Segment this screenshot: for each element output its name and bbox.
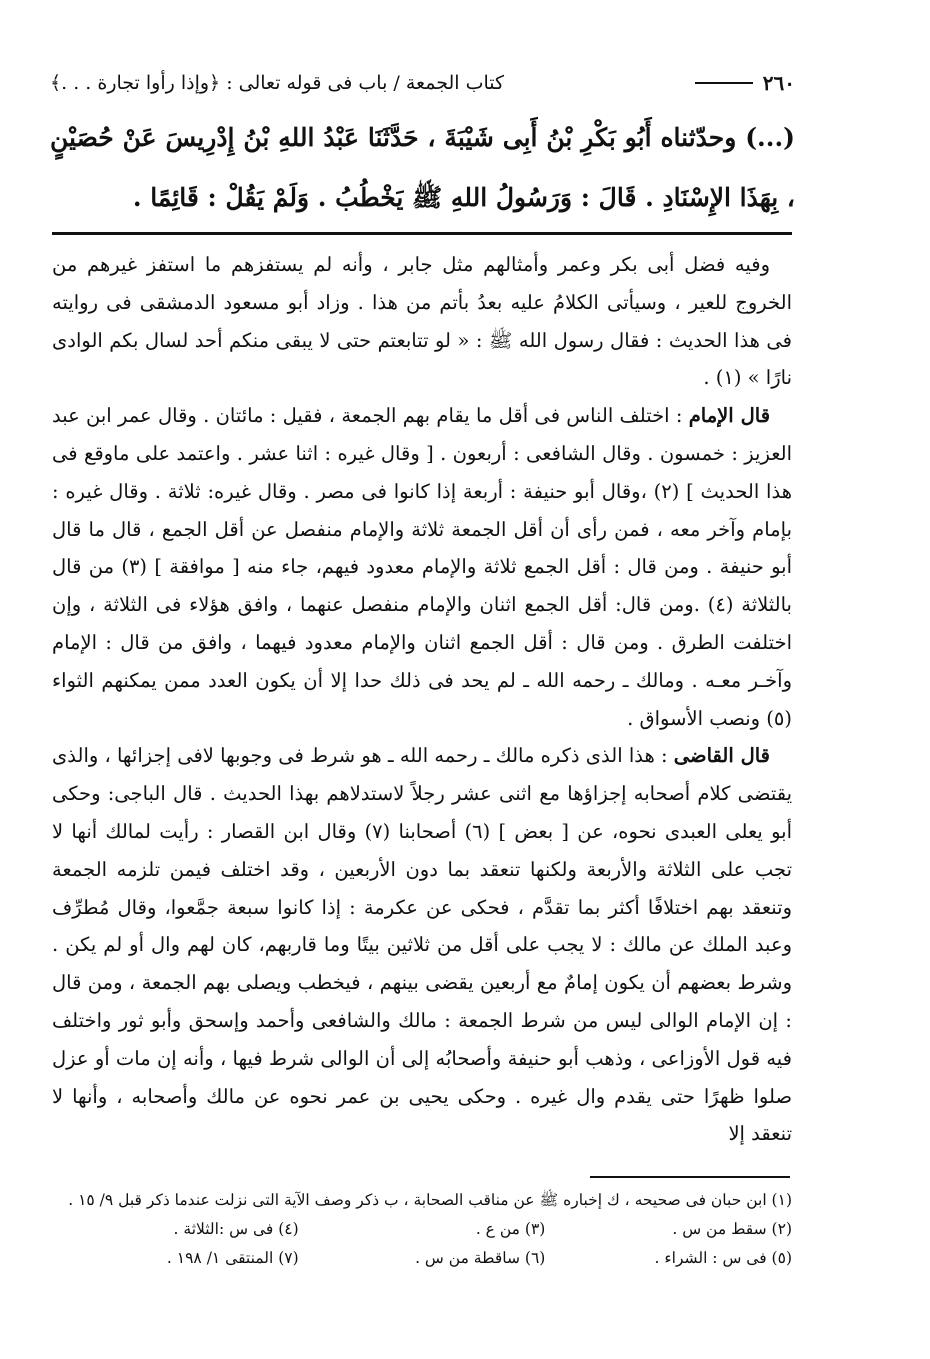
section-divider xyxy=(52,232,792,235)
footnote-row-1 xyxy=(52,1215,792,1244)
imam-heading: قال الإمام xyxy=(688,404,771,428)
commentary-body xyxy=(52,246,792,1153)
qadi-heading: قال القاضى xyxy=(673,744,771,768)
footnote-4: (٤) فى س :الثلاثة . xyxy=(173,1220,299,1238)
footnote-1: (١) ابن حبان فى صحيحه ، ك إخباره ﷺ عن مناقب الصحابة ، ب ذكر وصف الآية التى نزلت عندما ذكر قبل ٩/ ١٥ . xyxy=(68,1191,792,1209)
commentary-paragraph-2 xyxy=(52,397,792,737)
footnote-rule xyxy=(590,1176,790,1178)
header-dash xyxy=(695,82,753,84)
footnote-5: (٥) فى س : الشراء . xyxy=(654,1249,792,1267)
imam-text: : اختلف الناس فى أقل ما يقام بهم الجمعة ، فقيل : مائتان . وقال عمر ابن عبد العزيز : خمسون . وقال الشافعى : أربعون . [ وقال غيره : اثنا عشر . واعتمد على ماوقع فى هذا الحديث ] (٢) ،وقال أبو حنيفة : أربعة إذا كانوا فى مصر . وقال غيره: ثلاثة . وقال غيره : بإمام وآخر معه ، فمن رأى أن أقل الجمعة ثلاثة والإمام منفصل عن أقل الجمع ، قال ما قال أبو حنيفة . ومن قال : أقل الجمع ثلاثة والإمام معدود فيهم، جاء منه [ موافقة ] (٣) من قال بالثلاثة (٤) .ومن قال: أقل الجمع اثنان والإمام منفصل عنهما ، وافق هؤلاء فى الثلاثة ، وإن اختلفت الطرق . ومن قال : أقل الجمع اثنان والإمام معدود فيهما ، وافق من قال : الإمام وآخـر معـه . ومالك ـ رحمه الله ـ لم يحد فى ذلك حدا إلا أن يكون العدد ممن يمكنهم الثواء (٥) ونصب الأسواق . xyxy=(52,404,792,730)
page-number-group xyxy=(685,71,795,95)
page-header xyxy=(50,66,795,100)
footnote-7: (٧) المنتقى ١/ ١٩٨ . xyxy=(166,1249,299,1267)
footnote-3: (٣) من ع . xyxy=(475,1220,546,1238)
qadi-text: : هذا الذى ذكره مالك ـ رحمه الله ـ هو شرط فى وجوبها لافى إجزائها ، والذى يقتضى كلام أصحابه إجزاؤها مع اثنى عشر رجلاً لاستدلاهم بهذا الحديث . قال الباجى: وحكى أبو يعلى العبدى نحوه، عن [ بعض ] (٦) أصحابنا (٧) وقال ابن القصار : رأيت لمالك أنها لا تجب على الثلاثة والأربعة ولكنها تنعقد بما دون الأربعين ، وقد اختلف فيمن تلزمه الجمعة وتنعقد بهم اختلافًا أكثر بما تقدَّم ، فحكى عن عكرمة : إذا كانوا سبعة جمَّعوا، وقال مُطرِّف وعبد الملك عن مالك : لا يجب على أقل من ثلاثين بيتًا وما قاربهم، كان لهم وال أو لم يكن . وشرط بعضهم أن يكون إمامٌ مع أربعين يقضى بينهم ، فيخطب ويصلى بهم الجمعة ، ومن قال : إن الإمام الوالى ليس من شرط الجمعة : مالك والشافعى وأحمد وإسحق وأبو ثور واختلف فيه قول الأوزاعى ، وذهب أبو حنيفة وأصحابُه إلى أن الوالى شرط فيها ، وأنه إن مات أو عزل صلوا ظهرًا حتى يقدم وال غيره . وحكى يحيى بن عمر نحوه عن مالك وأصحابه ، وأنها لا تنعقد إلا xyxy=(52,744,793,1146)
commentary-paragraph-1: وفيه فضل أبى بكر وعمر وأمثالهم مثل جابر ، وأنه لم يستفزهم ما استفز غيرهم من الخروج للعير ، وسيأتى الكلامُ عليه بعدُ بأتم من هذا . وزاد أبو مسعود الدمشقى فى روايته فى هذا الحديث : فقال رسول الله ﷺ : « لو تتابعتم حتى لا يبقى منكم أحد لسال بكم الوادى نارًا » (١) . xyxy=(52,253,792,390)
running-title: كتاب الجمعة / باب فى قوله تعالى : ﴿وإذا رأوا تجارة . . .﴾ xyxy=(50,72,505,94)
footnote-2: (٢) سقط من س . xyxy=(672,1220,792,1238)
commentary-paragraph-3 xyxy=(52,737,792,1153)
page-number: ٢٦٠ xyxy=(762,71,795,95)
footnotes xyxy=(52,1186,792,1273)
footnote-6: (٦) ساقطة من س . xyxy=(415,1249,546,1267)
hadith-text: (...) وحدّثناه أَبُو بَكْرِ بْنُ أَبِى شَيْبَةَ ، حَدَّثَنَا عَبْدُ اللهِ بْنُ إِدْرِيسَ عَنْ حُصَيْنٍ ، بِهَذَا الإِسْنَادِ . قَالَ : وَرَسُولُ اللهِ ﷺ يَخْطُبُ . وَلَمْ يَقُلْ : قَائِمًا . xyxy=(50,123,795,212)
footnote-row-2 xyxy=(52,1244,792,1273)
